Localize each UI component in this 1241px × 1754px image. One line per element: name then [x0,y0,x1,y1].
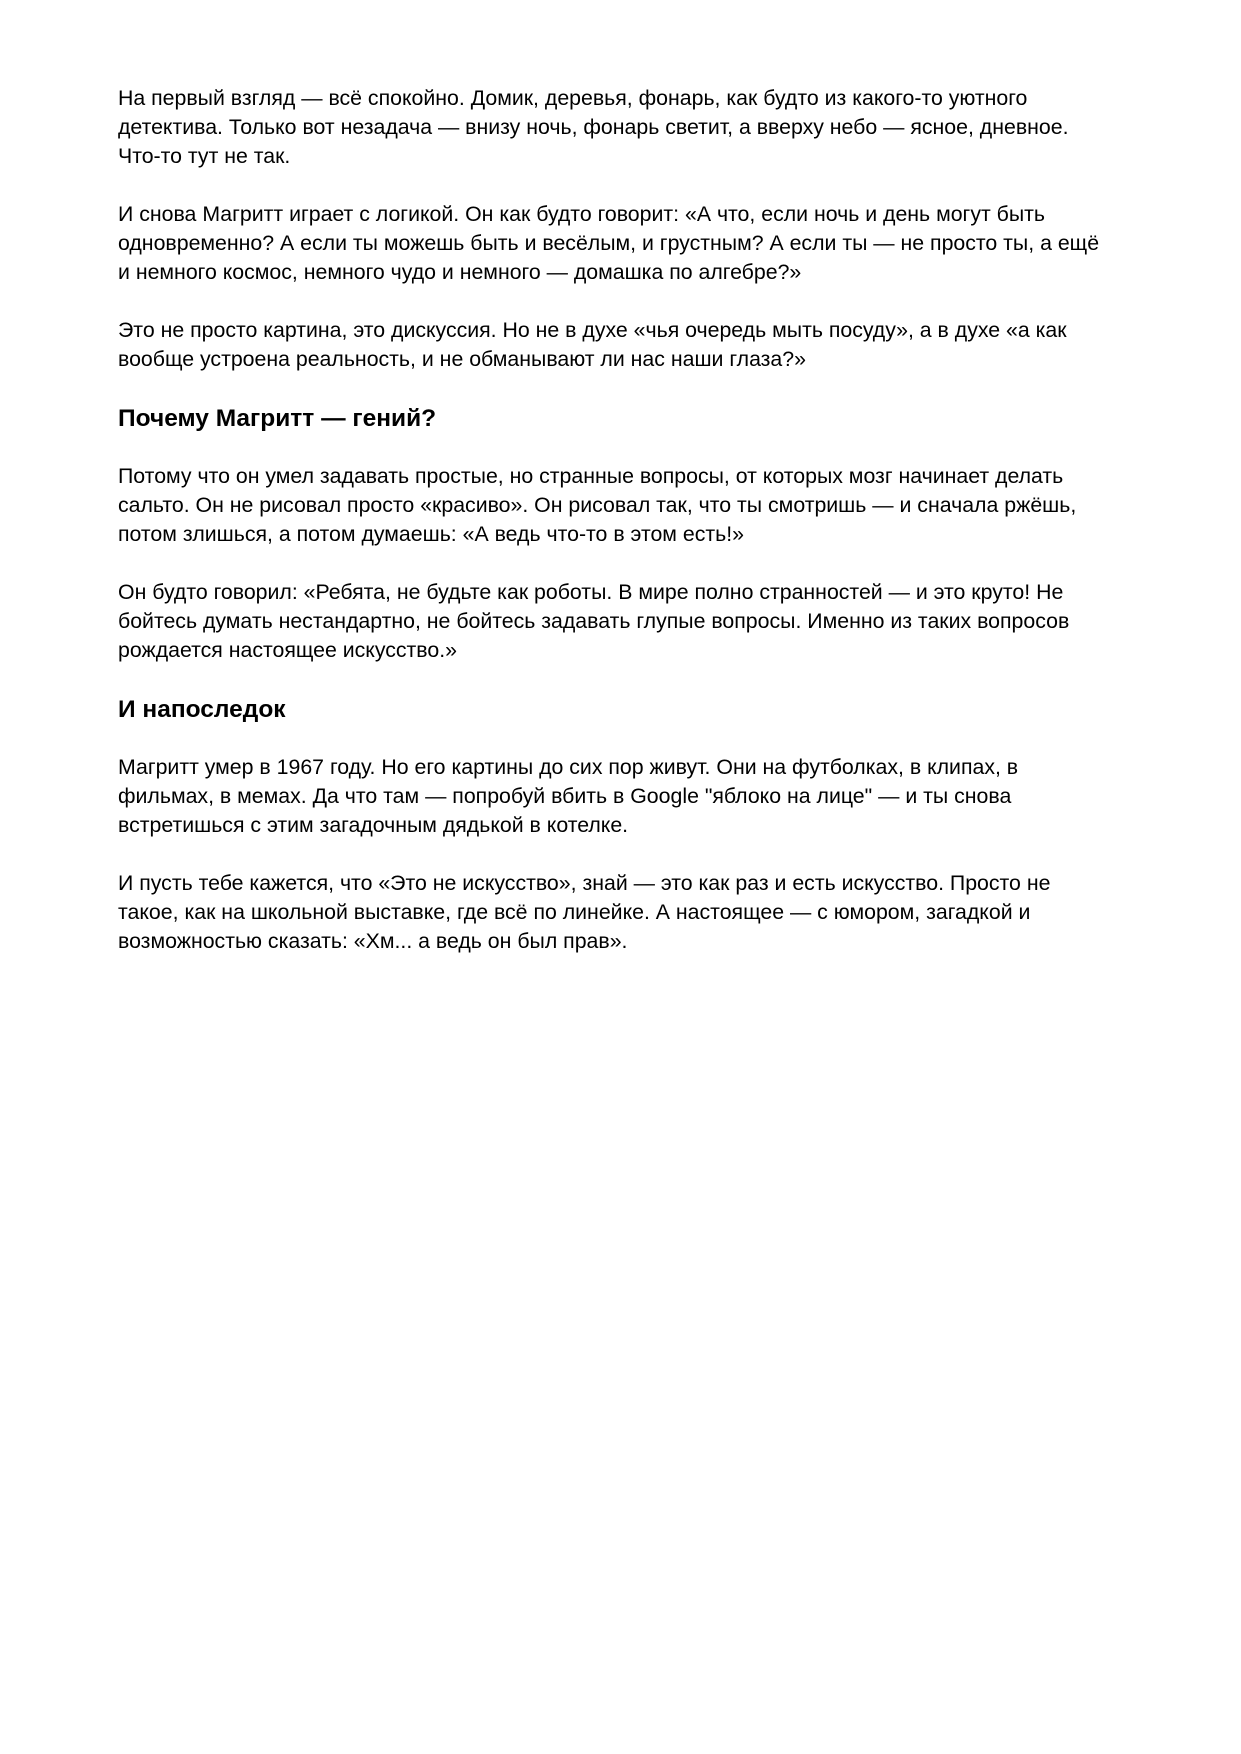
text-line: фильмах, в мемах. Да что там — попробуй вбить в Google "яблоко на лице" — и ты снова [118,784,1012,808]
document-page [118,84,1178,985]
text-line: и немного космос, немного чудо и немного — домашка по алгебре?» [118,260,802,284]
text-line: Он будто говорил: «Ребята, не будьте как роботы. В мире полно странностей — и это круто! Не [118,580,1064,604]
text-line: вообще устроена реальность, и не обманывают ли нас наши глаза?» [118,347,806,371]
text-line: одновременно? А если ты можешь быть и весёлым, и грустным? А если ты — не просто ты, а ещё [118,231,1100,255]
text-line: Это не просто картина, это дискуссия. Но не в духе «чья очередь мыть посуду», а в духе «а как [118,318,1067,342]
section-heading-genius: Почему Магритт — гений? [118,405,437,432]
text-line: Потому что он умел задавать простые, но странные вопросы, от которых мозг начинает делать [118,464,1064,488]
text-line: рождается настоящее искусство.» [118,638,457,662]
text-line: сальто. Он не рисовал просто «красиво». Он рисовал так, что ты смотришь — и сначала ржёшь, [118,493,1077,517]
text-line: И пусть тебе кажется, что «Это не искусство», знай — это как раз и есть искусство. Просто не [118,871,1051,895]
paragraph-real-art [118,869,1178,956]
text-line: детектива. Только вот незадача — внизу ночь, фонарь светит, а вверху небо — ясное, дневное. [118,115,1069,139]
paragraph-not-robots [118,578,1178,665]
text-line: бойтесь думать нестандартно, не бойтесь задавать глупые вопросы. Именно из таких вопросов [118,609,1070,633]
text-line: И снова Магритт играет с логикой. Он как будто говорит: «А что, если ночь и день могут быть [118,202,1045,226]
text-line: На первый взгляд — всё спокойно. Домик, деревья, фонарь, как будто из какого-то уютного [118,86,1028,110]
paragraph-night-and-day [118,84,1178,171]
paragraph-legacy [118,753,1178,840]
paragraph-strange-questions [118,462,1178,549]
text-line: Что-то тут не так. [118,144,291,168]
text-line: Магритт умер в 1967 году. Но его картины до сих пор живут. Они на футболках, в клипах, в [118,755,1019,779]
section-heading-finally: И напоследок [118,696,286,723]
text-line: встретишься с этим загадочным дядькой в котелке. [118,813,629,837]
paragraph-magritte-logic [118,200,1178,287]
paragraph-discussion [118,316,1178,374]
text-line: потом злишься, а потом думаешь: «А ведь что-то в этом есть!» [118,522,744,546]
text-line: возможностью сказать: «Хм... а ведь он был прав». [118,929,628,953]
text-line: такое, как на школьной выставке, где всё по линейке. А настоящее — с юмором, загадкой и [118,900,1031,924]
